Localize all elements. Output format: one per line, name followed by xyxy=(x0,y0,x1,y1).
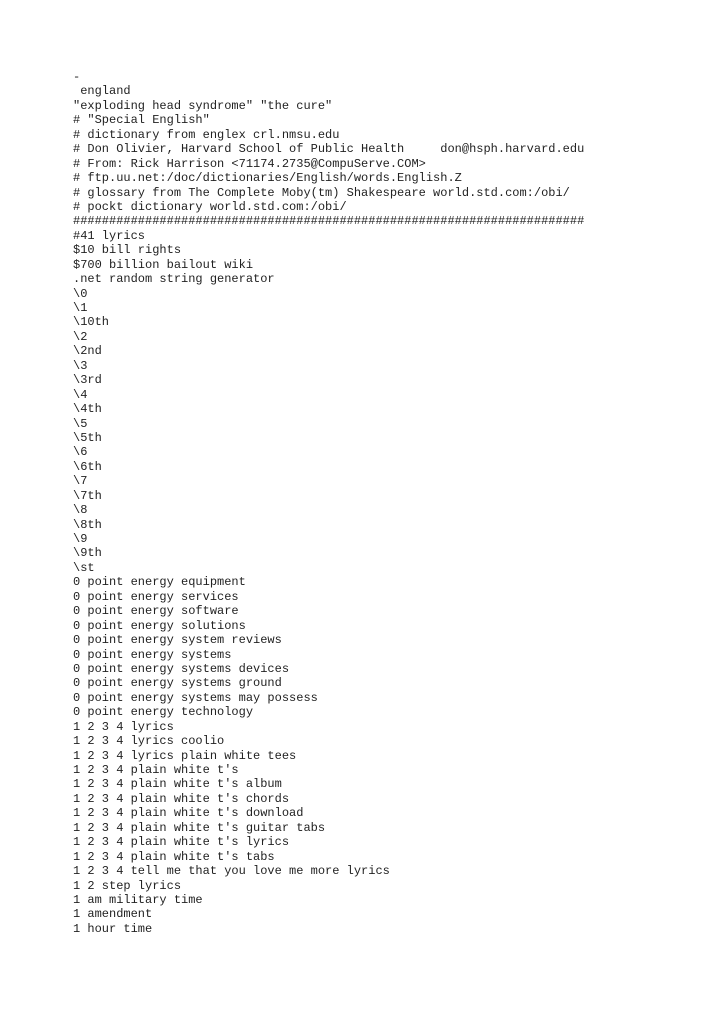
text-line: \2nd xyxy=(73,344,102,359)
text-line: \st xyxy=(73,560,95,575)
text-line: \6 xyxy=(73,445,88,460)
text-line: 0 point energy solutions xyxy=(73,618,246,633)
text-line: ####################################################################### xyxy=(73,214,585,229)
text-line: 0 point energy software xyxy=(73,604,239,619)
document-page xyxy=(73,70,713,936)
text-line: \2 xyxy=(73,329,88,344)
text-line: 1 2 3 4 plain white t's chords xyxy=(73,791,290,806)
text-line: 1 amendment xyxy=(73,907,153,922)
text-line: \5 xyxy=(73,416,88,431)
text-line: 1 am military time xyxy=(73,892,203,907)
text-line: 1 2 3 4 plain white t's album xyxy=(73,777,282,792)
text-line: 1 2 3 4 lyrics plain white tees xyxy=(73,748,297,763)
text-line: \7 xyxy=(73,474,88,489)
text-line: .net random string generator xyxy=(73,272,275,287)
text-line: \10th xyxy=(73,315,110,330)
text-line: 1 2 3 4 plain white t's download xyxy=(73,806,304,821)
text-line: 0 point energy services xyxy=(73,589,239,604)
text-line: # ftp.uu.net:/doc/dictionaries/English/words.English.Z xyxy=(73,171,462,186)
text-line: \6th xyxy=(73,459,102,474)
text-line: # Don Olivier, Harvard School of Public Health don@hsph.harvard.edu xyxy=(73,142,585,157)
text-line: 1 2 3 4 plain white t's lyrics xyxy=(73,835,290,850)
text-line: \0 xyxy=(73,286,88,301)
text-line: - xyxy=(73,70,81,84)
text-line: \8 xyxy=(73,503,88,518)
text-line: \8th xyxy=(73,517,102,532)
text-line: \4th xyxy=(73,402,102,417)
text-line: \3 xyxy=(73,358,88,373)
text-line: \4 xyxy=(73,387,88,402)
text-line: $700 billion bailout wiki xyxy=(73,257,254,272)
text-line: 1 2 3 4 lyrics coolio xyxy=(73,734,225,749)
text-line: 0 point energy technology xyxy=(73,705,254,720)
text-line: 0 point energy systems xyxy=(73,647,232,662)
text-line: \9th xyxy=(73,546,102,561)
text-line: # From: Rick Harrison <71174.2735@CompuServe.COM> xyxy=(73,156,426,171)
text-line: 1 2 3 4 plain white t's guitar tabs xyxy=(73,820,326,835)
text-line: # glossary from The Complete Moby(tm) Shakespeare world.std.com:/obi/ xyxy=(73,185,570,200)
text-line: \3rd xyxy=(73,373,102,388)
text-line: # "Special English" xyxy=(73,113,210,128)
text-line: \7th xyxy=(73,488,102,503)
text-line: 0 point energy systems may possess xyxy=(73,690,318,705)
text-line: $10 bill rights xyxy=(73,243,182,258)
text-line: england xyxy=(73,84,131,99)
text-line: 1 2 3 4 plain white t's xyxy=(73,763,239,777)
text-line: 0 point energy equipment xyxy=(73,575,246,590)
text-line: 0 point energy systems ground xyxy=(73,676,282,691)
text-line: 1 hour time xyxy=(73,921,153,936)
text-line: 1 2 3 4 tell me that you love me more lyrics xyxy=(73,864,390,879)
text-line: 1 2 step lyrics xyxy=(73,878,182,893)
text-line: \9 xyxy=(73,532,88,546)
text-line: 0 point energy system reviews xyxy=(73,633,282,648)
text-line: #41 lyrics xyxy=(73,228,146,243)
text-line: 0 point energy systems devices xyxy=(73,661,290,676)
text-line: # pockt dictionary world.std.com:/obi/ xyxy=(73,199,347,214)
text-line: 1 2 3 4 lyrics xyxy=(73,719,174,734)
text-line: "exploding head syndrome" "the cure" xyxy=(73,98,333,113)
text-line: # dictionary from englex crl.nmsu.edu xyxy=(73,127,340,142)
text-line: \5th xyxy=(73,430,102,445)
text-line: \1 xyxy=(73,301,88,315)
text-line: 1 2 3 4 plain white t's tabs xyxy=(73,849,275,864)
